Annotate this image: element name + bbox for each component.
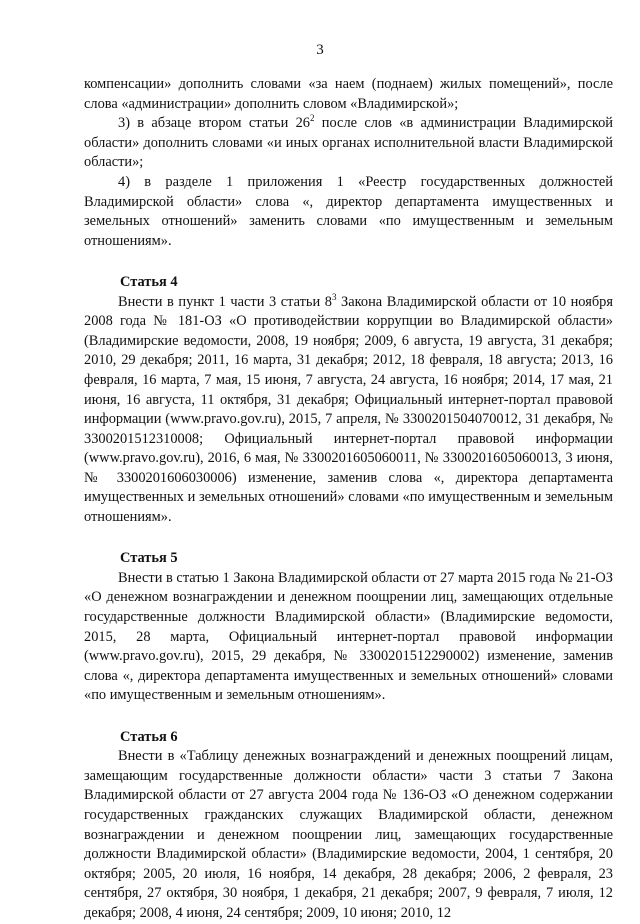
item-3-text-end: после слов «в администрации Владимирской области» дополнить словами «и иных органах исполнительной власти Владимирской области»; bbox=[84, 115, 613, 171]
article-4-text-start: Внести в пункт 1 части 3 статьи 8 bbox=[118, 293, 332, 310]
article-4-superscript: 3 bbox=[331, 291, 337, 302]
continuation-paragraph: компенсации» дополнить словами «за наем (поднаем) жилых помещений», после слова «администрации» дополнить словом «Владимирской»; bbox=[84, 76, 613, 112]
article-6-heading: Статья 6 bbox=[120, 728, 178, 745]
article-6-paragraph: Внести в «Таблицу денежных вознаграждений и денежных поощрений лицам, замещающим государственные должности области» части 3 статьи 7 Закона Владимирской области от 27 августа 2004 года № 136-ОЗ «О денежном содержании государственных гражданских служащих Владимирской области, денежном вознаграждении и денежном поощрении лиц, замещающих государственные должности Владимирской области» (Владимирские ведомости, 2004, 1 сентября, 20 октября; 2005, 20 июля, 16 ноября, 14 декабря, 28 декабря; 2006, 2 февраля, 23 сентября, 27 октября, 30 ноября, 1 декабря, 21 декабря; 2007, 9 февраля, 7 июля, 12 декабря; 2008, 4 июня, 24 сентября; 2009, 10 июня; 2010, 12 bbox=[84, 748, 613, 921]
article-4-heading: Статья 4 bbox=[120, 273, 178, 290]
document-body bbox=[84, 75, 613, 924]
page-number: 3 bbox=[316, 42, 324, 58]
item-4-paragraph: 4) в разделе 1 приложения 1 «Реестр государственных должностей Владимирской области» слова «, директор департамента имущественных и земельных отношений» заменить словами «по имущественным и земельным отношениям». bbox=[84, 173, 613, 249]
item-3-paragraph bbox=[84, 114, 613, 173]
article-5-heading: Статья 5 bbox=[120, 550, 178, 567]
item-3-text-start: 3) в абзаце втором статьи 26 bbox=[118, 115, 310, 132]
article-4-text-end: Закона Владимирской области от 10 ноября 2008 года № 181-ОЗ «О противодействии коррупции во Владимирской области» (Владимирские ведомости, 2008, 19 ноября; 2009, 6 августа, 19 августа, 31 декабря; 2010, 29 декабря; 2011, 16 марта, 31 декабря; 2012, 18 февраля, 18 августа; 2013, 16 февраля, 16 марта, 7 мая, 15 июня, 7 августа, 24 августа, 16 ноября; 2014, 17 мая, 21 июня, 16 августа, 11 октября, 31 декабря; Официальный интернет-портал правовой информации (www.pravo.gov.ru), 2015, 7 апреля, № 3300201504070012, 31 декабря, № 3300201512310008; Официальный интернет-портал правовой информации (www.pravo.gov.ru), 2016, 6 мая, № 3300201605060011, № 3300201605060013, 3 июня, № 3300201606030006) изменение, заменив слова «, директора департамента имущественных и земельных отношений» словами «по имущественным и земельным отношениям». bbox=[84, 293, 613, 526]
item-3-superscript: 2 bbox=[309, 113, 315, 124]
article-4-paragraph bbox=[84, 293, 613, 528]
article-5-paragraph: Внести в статью 1 Закона Владимирской области от 27 марта 2015 года № 21-ОЗ «О денежном вознаграждении и денежном поощрении лиц, замещающих отдельные государственные должности Владимирской области» (Владимирские ведомости, 2015, 28 марта, Официальный интернет-портал правовой информации (www.pravo.gov.ru), 2015, 29 декабря, № 3300201512290002) изменение, заменив слова «, директора департамента имущественных и земельных отношений» словами «по имущественным и земельным отношениям». bbox=[84, 569, 613, 704]
